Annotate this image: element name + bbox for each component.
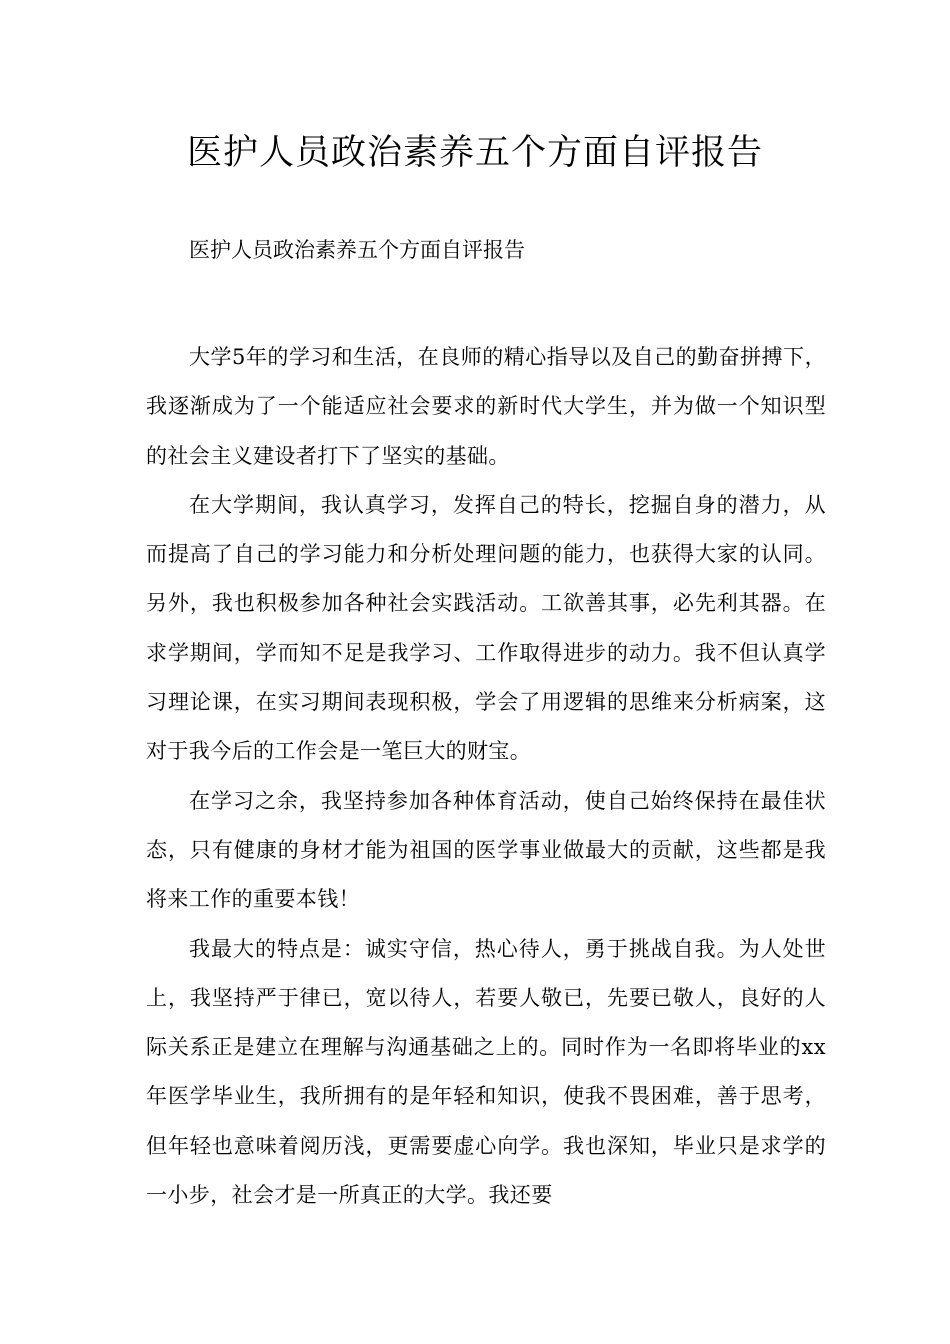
document-body xyxy=(146,333,826,1220)
paragraph-2: 在大学期间，我认真学习，发挥自己的特长，挖掘自身的潜力，从而提高了自己的学习能力和分析处理问题的能力，也获得大家的认同。另外，我也积极参加各种社会实践活动。工欲善其事，必先利其器。在求学期间，学而知不足是我学习、工作取得进步的动力。我不但认真学习理论课，在实习期间表现积极，学会了用逻辑的思维来分析病案，这对于我今后的工作会是一笔巨大的财宝。 xyxy=(146,492,826,764)
paragraph-1: 大学5年的学习和生活，在良师的精心指导以及自己的勤奋拼搏下，我逐渐成为了一个能适应社会要求的新时代大学生，并为做一个知识型的社会主义建设者打下了坚实的基础。 xyxy=(146,345,826,468)
document-title: 医护人员政治素养五个方面自评报告 xyxy=(186,133,763,173)
paragraph-3: 在学习之余，我坚持参加各种体育活动，使自己始终保持在最佳状态，只有健康的身材才能为祖国的医学事业做最大的贡献，这些都是我将来工作的重要本钱！ xyxy=(146,788,826,912)
document-subtitle: 医护人员政治素养五个方面自评报告 xyxy=(189,238,525,262)
paragraph-4: 我最大的特点是：诚实守信，热心待人，勇于挑战自我。为人处世上，我坚持严于律已，宽以待人，若要人敬已，先要已敬人，良好的人际关系正是建立在理解与沟通基础之上的。同时作为一名即将毕业的xx年医学毕业生，我所拥有的是年轻和知识，使我不畏困难，善于思考，但年轻也意味着阅历浅，更需要虚心向学。我也深知，毕业只是求学的一小步，社会才是一所真正的大学。我还要 xyxy=(146,936,826,1208)
